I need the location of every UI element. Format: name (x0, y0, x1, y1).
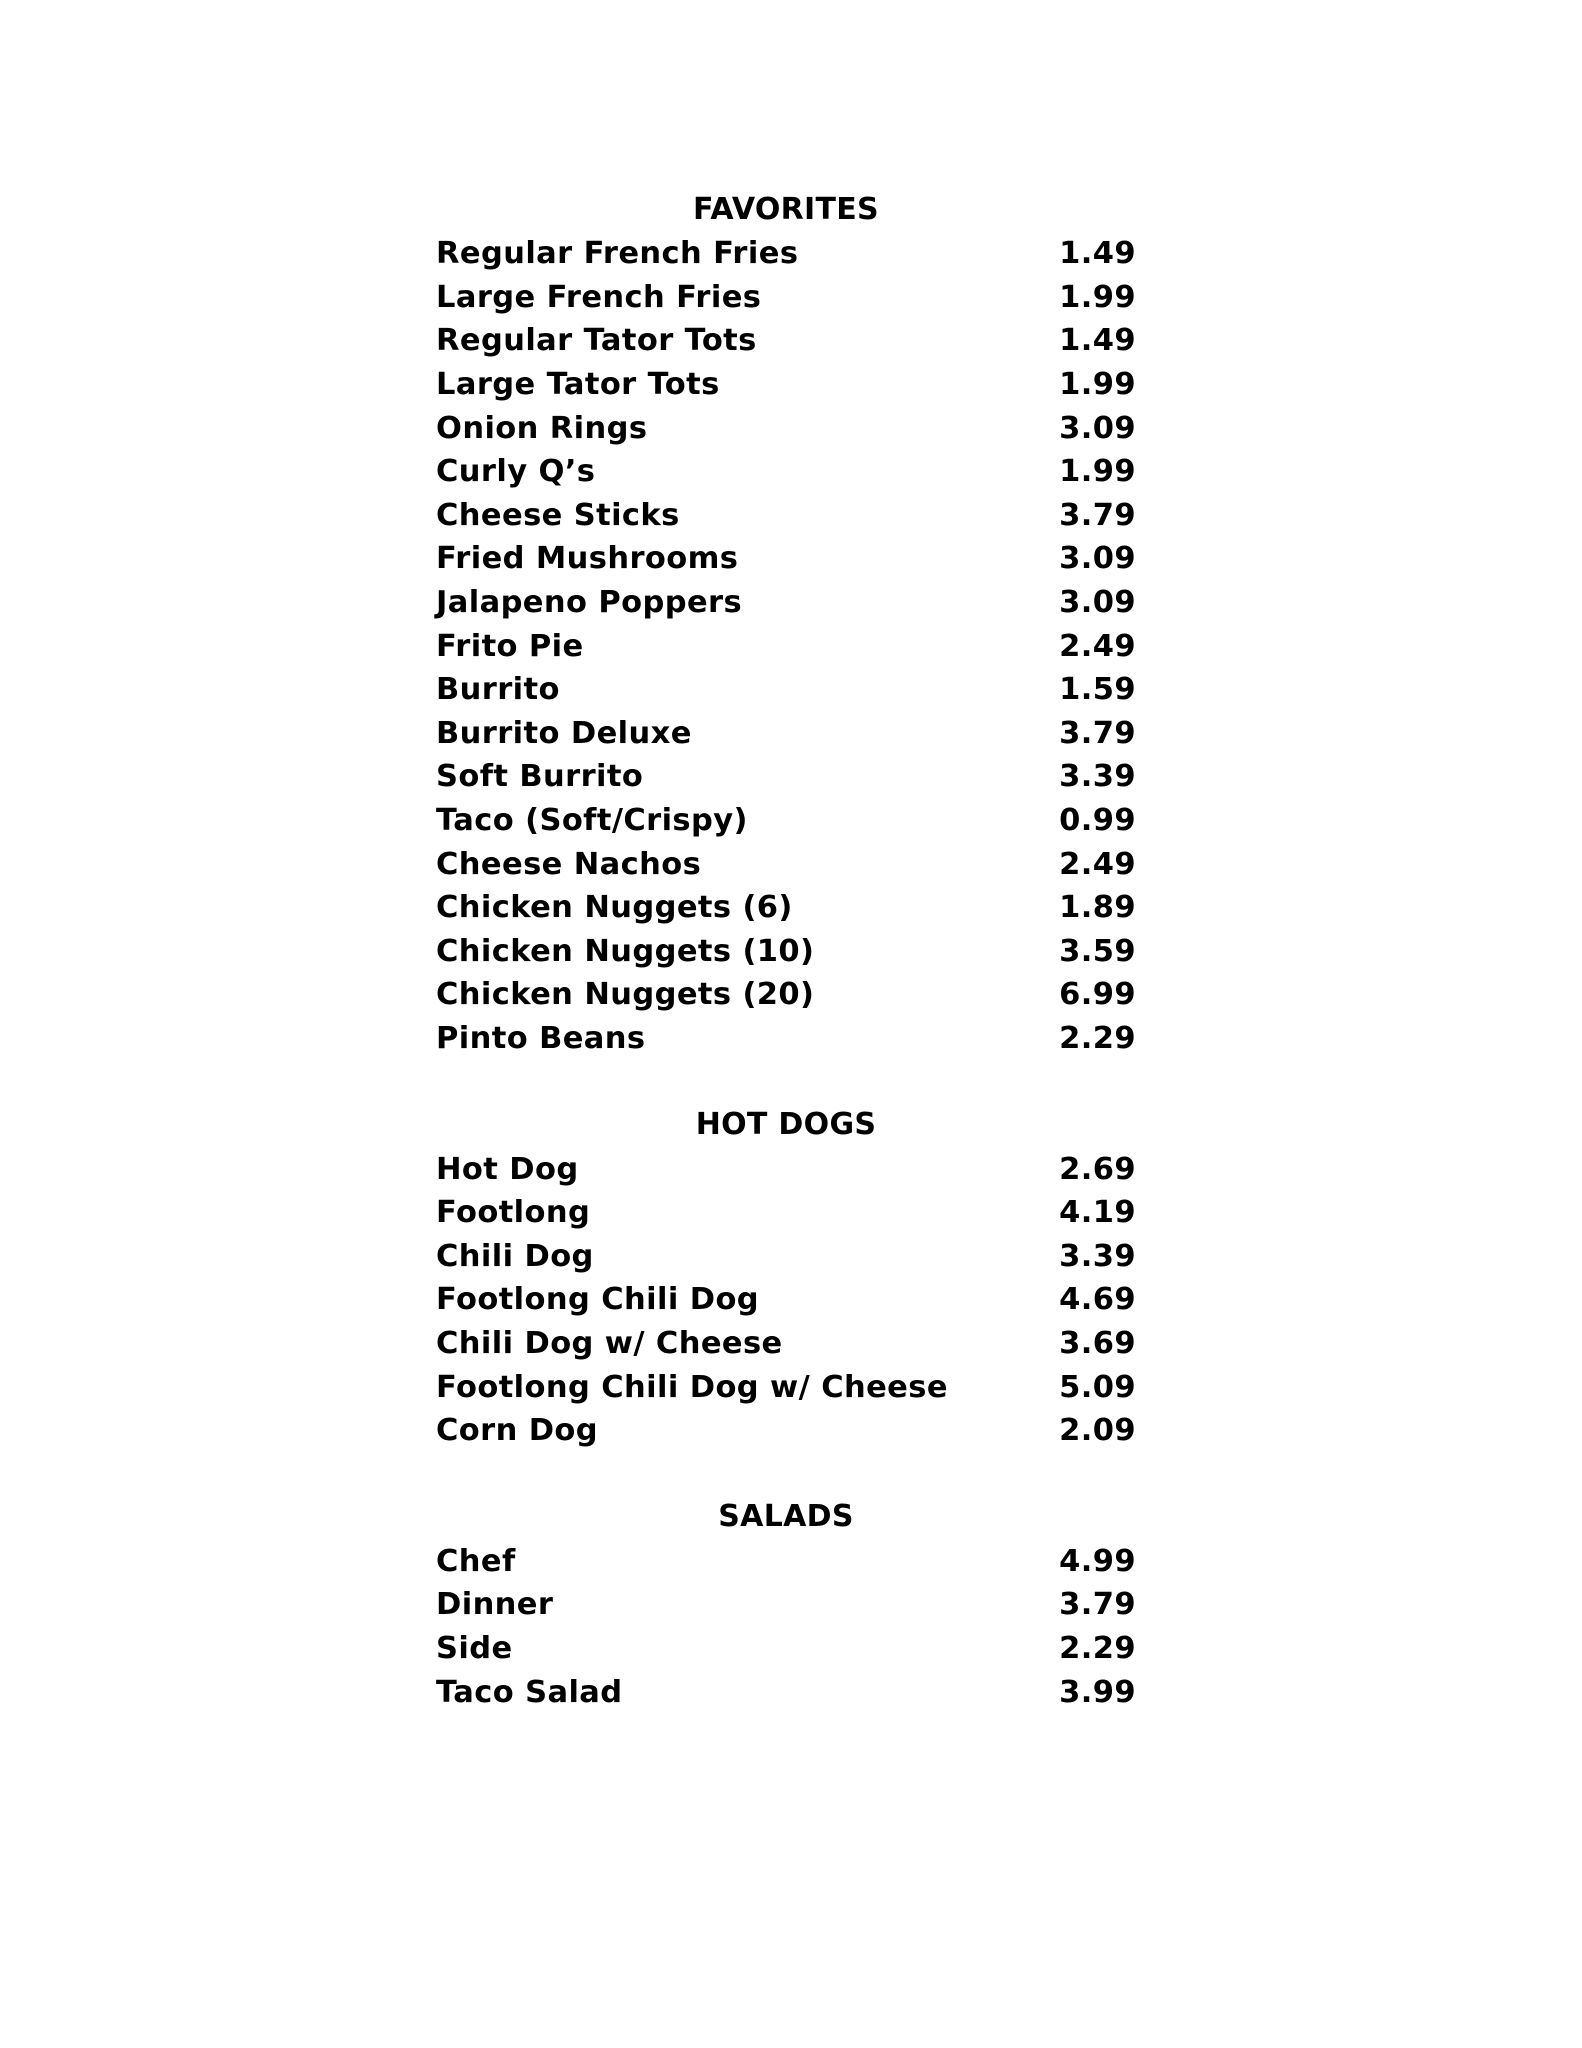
menu-item (436, 1583, 1136, 1627)
item-price: 1.49 (1059, 323, 1136, 359)
menu-item (436, 799, 1136, 843)
menu-item (436, 450, 1136, 494)
item-name: Chicken Nuggets (20) (436, 977, 815, 1013)
menu-item (436, 1322, 1136, 1366)
section-hot-dogs (436, 1103, 1136, 1452)
item-name: Footlong (436, 1195, 591, 1231)
item-name: Cheese Nachos (436, 846, 702, 882)
item-name: Onion Rings (436, 410, 648, 446)
menu-item (436, 668, 1136, 712)
item-name: Chili Dog (436, 1238, 594, 1274)
item-price: 3.99 (1059, 1674, 1136, 1710)
item-name: Chicken Nuggets (6) (436, 890, 793, 926)
menu-item (436, 842, 1136, 886)
menu-item (436, 1539, 1136, 1583)
item-price: 1.99 (1059, 279, 1136, 315)
section-favorites (436, 188, 1136, 1060)
item-price: 3.09 (1059, 585, 1136, 621)
menu-item (436, 1191, 1136, 1235)
menu-item (436, 1017, 1136, 1061)
menu-item (436, 1409, 1136, 1453)
item-price: 3.79 (1059, 715, 1136, 751)
menu-item (436, 406, 1136, 450)
menu-item (436, 494, 1136, 538)
menu (436, 188, 1136, 1714)
item-price: 6.99 (1059, 977, 1136, 1013)
item-name: Chicken Nuggets (10) (436, 933, 815, 969)
item-price: 2.49 (1059, 628, 1136, 664)
menu-item (436, 755, 1136, 799)
menu-item (436, 886, 1136, 930)
item-price: 1.99 (1059, 454, 1136, 490)
item-price: 1.49 (1059, 236, 1136, 272)
item-name: Chili Dog w/ Cheese (436, 1325, 783, 1361)
item-price: 4.99 (1059, 1543, 1136, 1579)
menu-item (436, 363, 1136, 407)
item-name: Taco Salad (436, 1674, 623, 1710)
menu-item (436, 1147, 1136, 1191)
item-name: Footlong Chili Dog w/ Cheese (436, 1369, 948, 1405)
item-price: 3.79 (1059, 497, 1136, 533)
item-name: Frito Pie (436, 628, 584, 664)
item-price: 2.09 (1059, 1413, 1136, 1449)
item-name: Pinto Beans (436, 1020, 646, 1056)
menu-item (436, 319, 1136, 363)
menu-item (436, 712, 1136, 756)
item-price: 3.39 (1059, 759, 1136, 795)
section-title: FAVORITES (693, 192, 879, 227)
menu-item (436, 232, 1136, 276)
item-name: Chef (436, 1543, 516, 1579)
item-price: 2.69 (1059, 1151, 1136, 1187)
item-name: Jalapeno Poppers (436, 585, 743, 621)
item-name: Curly Q’s (436, 454, 596, 490)
menu-item (436, 930, 1136, 974)
item-price: 2.29 (1059, 1020, 1136, 1056)
item-name: Footlong Chili Dog (436, 1282, 760, 1318)
menu-item (436, 1670, 1136, 1714)
section-title: HOT DOGS (695, 1107, 877, 1143)
menu-item (436, 581, 1136, 625)
item-price: 4.19 (1059, 1195, 1136, 1231)
item-price: 4.69 (1059, 1282, 1136, 1318)
section-title: SALADS (718, 1499, 854, 1535)
item-price: 2.29 (1059, 1630, 1136, 1666)
item-name: Side (436, 1630, 513, 1666)
item-price: 3.59 (1059, 933, 1136, 969)
menu-item (436, 973, 1136, 1017)
item-name: Burrito (436, 672, 560, 708)
section-salads (436, 1495, 1136, 1713)
item-name: Corn Dog (436, 1413, 599, 1449)
menu-item (436, 276, 1136, 320)
menu-item (436, 1365, 1136, 1409)
menu-item (436, 1278, 1136, 1322)
item-name: Regular Tator Tots (436, 323, 757, 359)
item-name: Taco (Soft/Crispy) (436, 803, 748, 839)
menu-item (436, 537, 1136, 581)
item-name: Soft Burrito (436, 759, 644, 795)
item-name: Large French Fries (436, 279, 762, 315)
item-price: 1.59 (1059, 672, 1136, 708)
item-name: Dinner (436, 1587, 554, 1623)
item-price: 2.49 (1059, 846, 1136, 882)
item-price: 3.79 (1059, 1587, 1136, 1623)
item-price: 1.89 (1059, 890, 1136, 926)
item-price: 3.09 (1059, 541, 1136, 577)
menu-item (436, 624, 1136, 668)
item-price: 3.39 (1059, 1238, 1136, 1274)
item-name: Cheese Sticks (436, 497, 680, 533)
item-name: Hot Dog (436, 1151, 579, 1187)
menu-item (436, 1234, 1136, 1278)
item-price: 3.09 (1059, 410, 1136, 446)
item-price: 3.69 (1059, 1325, 1136, 1361)
item-price: 1.99 (1059, 367, 1136, 403)
item-name: Burrito Deluxe (436, 715, 692, 751)
item-price: 0.99 (1059, 803, 1136, 839)
menu-item (436, 1627, 1136, 1671)
item-name: Fried Mushrooms (436, 541, 739, 577)
item-name: Regular French Fries (436, 236, 799, 272)
item-price: 5.09 (1059, 1369, 1136, 1405)
item-name: Large Tator Tots (436, 367, 720, 403)
